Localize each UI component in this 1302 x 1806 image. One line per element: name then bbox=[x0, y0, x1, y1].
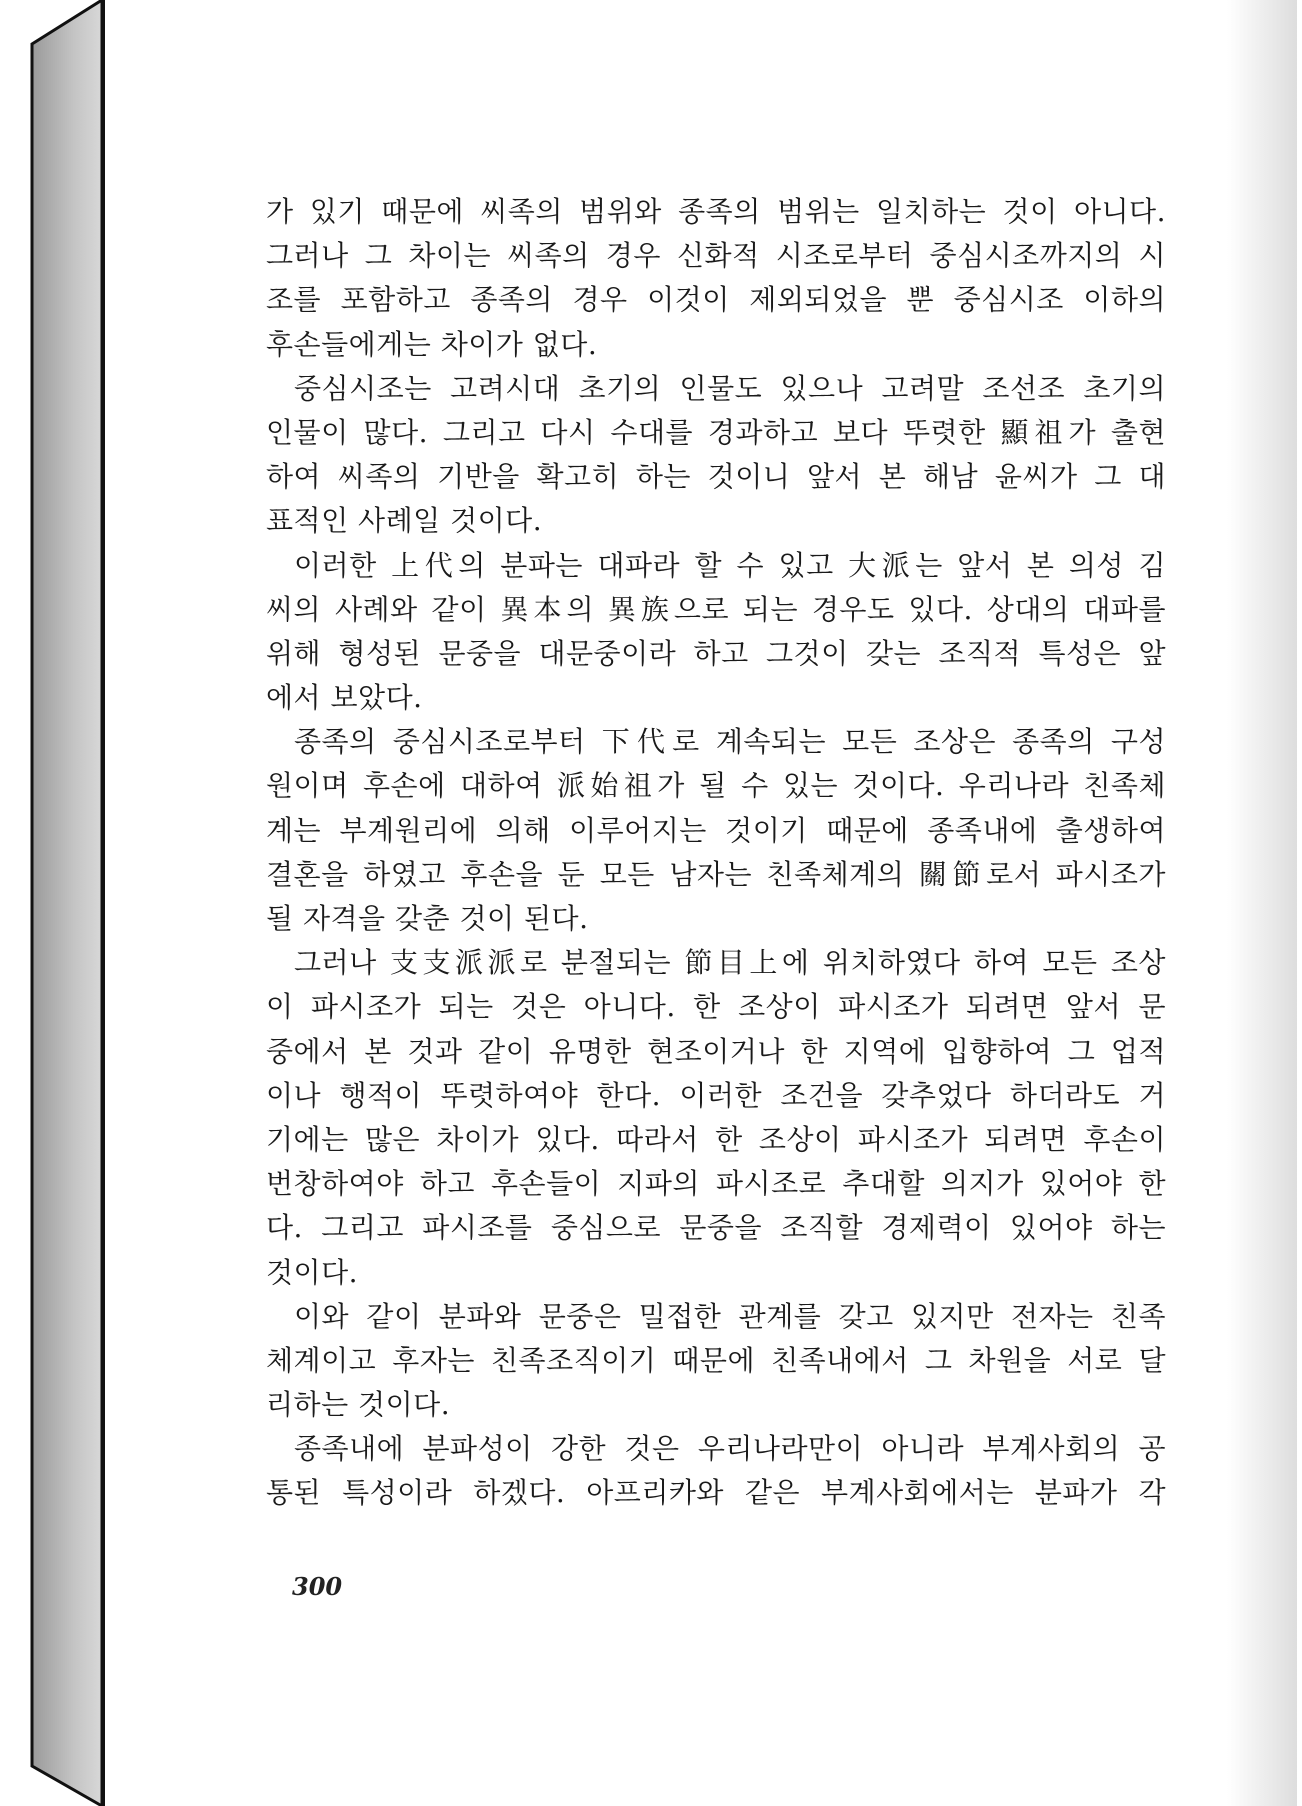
text-line: 리하는 것이다. bbox=[266, 1388, 451, 1422]
text-line: 그러나 그 차이는 씨족의 경우 신화적 시조로부터 중심시조까지의 시 bbox=[266, 239, 1166, 273]
text-line: 표적인 사례일 것이다. bbox=[266, 504, 543, 538]
text-line: 씨의 사례와 같이 異本의 異族으로 되는 경우도 있다. 상대의 대파를 bbox=[266, 592, 1166, 626]
text-line: 에서 보았다. bbox=[266, 681, 423, 715]
text-line: 이러한 上代의 분파는 대파라 할 수 있고 大派는 앞서 본 의성 김 bbox=[294, 548, 1166, 582]
text-line: 기에는 많은 차이가 있다. 따라서 한 조상이 파시조가 되려면 후손이 bbox=[266, 1122, 1166, 1156]
text-line: 종족내에 분파성이 강한 것은 우리나라만이 아니라 부계사회의 공 bbox=[294, 1432, 1166, 1466]
text-line: 이와 같이 분파와 문중은 밀접한 관계를 갖고 있지만 전자는 친족 bbox=[294, 1299, 1166, 1333]
text-line: 가 있기 때문에 씨족의 범위와 종족의 범위는 일치하는 것이 아니다. bbox=[266, 195, 1166, 228]
text-line: 될 자격을 갖춘 것이 된다. bbox=[266, 902, 589, 935]
text-line: 위해 형성된 문중을 대문중이라 하고 그것이 갖는 조직적 특성은 앞 bbox=[266, 636, 1166, 670]
text-line: 조를 포함하고 종족의 경우 이것이 제외되었을 뿐 중심시조 이하의 bbox=[266, 283, 1166, 317]
text-line: 하여 씨족의 기반을 확고히 하는 것이니 앞서 본 해남 윤씨가 그 대 bbox=[266, 460, 1166, 494]
text-line: 중심시조는 고려시대 초기의 인물도 있으나 고려말 조선조 초기의 bbox=[294, 371, 1166, 405]
text-line: 통된 특성이라 하겠다. 아프리카와 같은 부계사회에서는 분파가 각 bbox=[266, 1476, 1166, 1510]
text-line: 후손들에게는 차이가 없다. bbox=[266, 327, 598, 361]
text-line: 번창하여야 하고 후손들이 지파의 파시조로 추대할 의지가 있어야 한 bbox=[266, 1167, 1166, 1201]
text-line: 인물이 많다. 그리고 다시 수대를 경과하고 보다 뚜렷한 顯祖가 출현 bbox=[266, 415, 1166, 449]
page-number: 300 bbox=[292, 1572, 343, 1601]
text-line: 다. 그리고 파시조를 중심으로 문중을 조직할 경제력이 있어야 하는 bbox=[266, 1211, 1166, 1245]
text-line: 원이며 후손에 대하여 派始祖가 될 수 있는 것이다. 우리나라 친족체 bbox=[266, 769, 1166, 803]
text-line: 그러나 支支派派로 분절되는 節目上에 위치하였다 하여 모든 조상 bbox=[294, 946, 1166, 980]
text-line: 것이다. bbox=[266, 1255, 359, 1289]
text-line: 결혼을 하였고 후손을 둔 모든 남자는 친족체계의 關節로서 파시조가 bbox=[266, 857, 1166, 891]
text-line: 이 파시조가 되는 것은 아니다. 한 조상이 파시조가 되려면 앞서 문 bbox=[266, 990, 1166, 1024]
body-text bbox=[266, 190, 1166, 1516]
text-line: 체계이고 후자는 친족조직이기 때문에 친족내에서 그 차원을 서로 달 bbox=[266, 1343, 1166, 1377]
text-line: 종족의 중심시조로부터 下代로 계속되는 모든 조상은 종족의 구성 bbox=[294, 725, 1166, 759]
text-line: 중에서 본 것과 같이 유명한 현조이거나 한 지역에 입향하여 그 업적 bbox=[266, 1034, 1166, 1068]
text-line: 이나 행적이 뚜렷하여야 한다. 이러한 조건을 갖추었다 하더라도 거 bbox=[266, 1078, 1166, 1112]
page-edge-shadow bbox=[1227, 0, 1297, 1806]
text-line: 계는 부계원리에 의해 이루어지는 것이기 때문에 종족내에 출생하여 bbox=[266, 813, 1166, 847]
